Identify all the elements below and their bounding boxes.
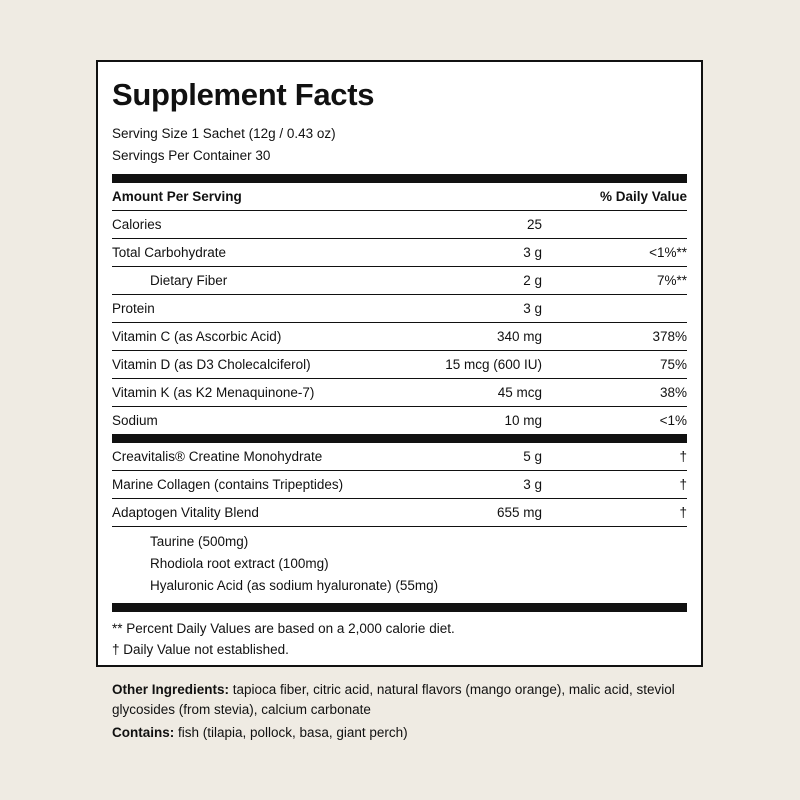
thick-divider (112, 434, 687, 443)
ingredient-name: Marine Collagen (contains Tripeptides) (112, 477, 344, 492)
nutrient-row (112, 239, 687, 267)
ingredient-name: Creavitalis® Creatine Monohydrate (112, 449, 323, 464)
servings-per-container: Servings Per Container 30 (112, 148, 271, 163)
nutrient-row (112, 379, 687, 407)
blend-components (112, 527, 687, 603)
nutrient-name: Vitamin C (as Ascorbic Acid) (112, 329, 282, 344)
nutrient-name: Vitamin K (as K2 Menaquinone-7) (112, 385, 315, 400)
thick-divider (112, 603, 687, 612)
ingredient-dv: † (679, 449, 687, 464)
nutrient-amount: 15 mcg (600 IU) (445, 357, 542, 372)
nutrient-dv: <1% (659, 413, 687, 428)
ingredient-amount: 655 mg (496, 505, 542, 520)
nutrient-amount: 3 g (523, 301, 542, 316)
nutrient-name: Vitamin D (as D3 Cholecalciferol) (112, 357, 311, 372)
nutrient-amount: 3 g (523, 245, 542, 260)
ingredient-dv: † (679, 505, 687, 520)
blend-item: Rhodiola root extract (100mg) (150, 556, 329, 571)
ingredient-row (112, 443, 687, 471)
footnote-dagger: † Daily Value not established. (112, 642, 289, 657)
thick-divider (112, 174, 687, 183)
nutrient-row (112, 267, 687, 295)
other-ingredients-label: Other Ingredients: (112, 682, 230, 697)
nutrient-row (112, 407, 687, 434)
contains-label: Contains: (112, 725, 175, 740)
ingredient-dv: † (679, 477, 687, 492)
nutrient-name: Protein (112, 301, 155, 316)
nutrient-name: Dietary Fiber (150, 273, 228, 288)
header-amount-per-serving: Amount Per Serving (112, 189, 242, 204)
label-footer (112, 680, 702, 746)
contains-text: fish (tilapia, pollock, basa, giant perch) (174, 725, 408, 740)
other-ingredients-text: tapioca fiber, citric acid, natural flavors (mango orange), malic acid, steviol glycosides (from stevia), calcium carbonate (112, 682, 675, 717)
nutrient-dv: 75% (659, 357, 687, 372)
nutrient-amount: 340 mg (496, 329, 542, 344)
blend-item: Hyaluronic Acid (as sodium hyaluronate) (55mg) (150, 578, 439, 593)
ingredient-amount: 5 g (523, 449, 542, 464)
nutrient-name: Total Carbohydrate (112, 245, 227, 260)
nutrient-dv: 38% (659, 385, 687, 400)
nutrient-row (112, 323, 687, 351)
nutrient-name: Sodium (112, 413, 158, 428)
nutrient-amount: 45 mcg (497, 385, 542, 400)
panel-title: Supplement Facts (112, 77, 375, 112)
ingredient-row (112, 471, 687, 499)
nutrient-amount: 2 g (523, 273, 542, 288)
nutrient-amount: 10 mg (504, 413, 542, 428)
header-daily-value: % Daily Value (599, 189, 687, 204)
footnote-daily-values: ** Percent Daily Values are based on a 2,000 calorie diet. (112, 621, 455, 636)
nutrient-row (112, 211, 687, 239)
ingredient-name: Adaptogen Vitality Blend (112, 505, 259, 520)
serving-size: Serving Size 1 Sachet (12g / 0.43 oz) (112, 126, 336, 141)
nutrient-amount: 25 (526, 217, 542, 232)
table-header (112, 183, 687, 211)
nutrient-row (112, 295, 687, 323)
nutrient-dv: <1%** (649, 245, 687, 260)
nutrient-row (112, 351, 687, 379)
nutrient-dv: 378% (652, 329, 687, 344)
nutrient-name: Calories (112, 217, 162, 232)
blend-item: Taurine (500mg) (150, 534, 249, 549)
nutrient-dv: 7%** (656, 273, 687, 288)
ingredient-amount: 3 g (523, 477, 542, 492)
other-ingredients (112, 680, 702, 720)
supplement-facts-panel (96, 60, 703, 667)
ingredient-row (112, 499, 687, 527)
contains-allergens (112, 723, 702, 743)
